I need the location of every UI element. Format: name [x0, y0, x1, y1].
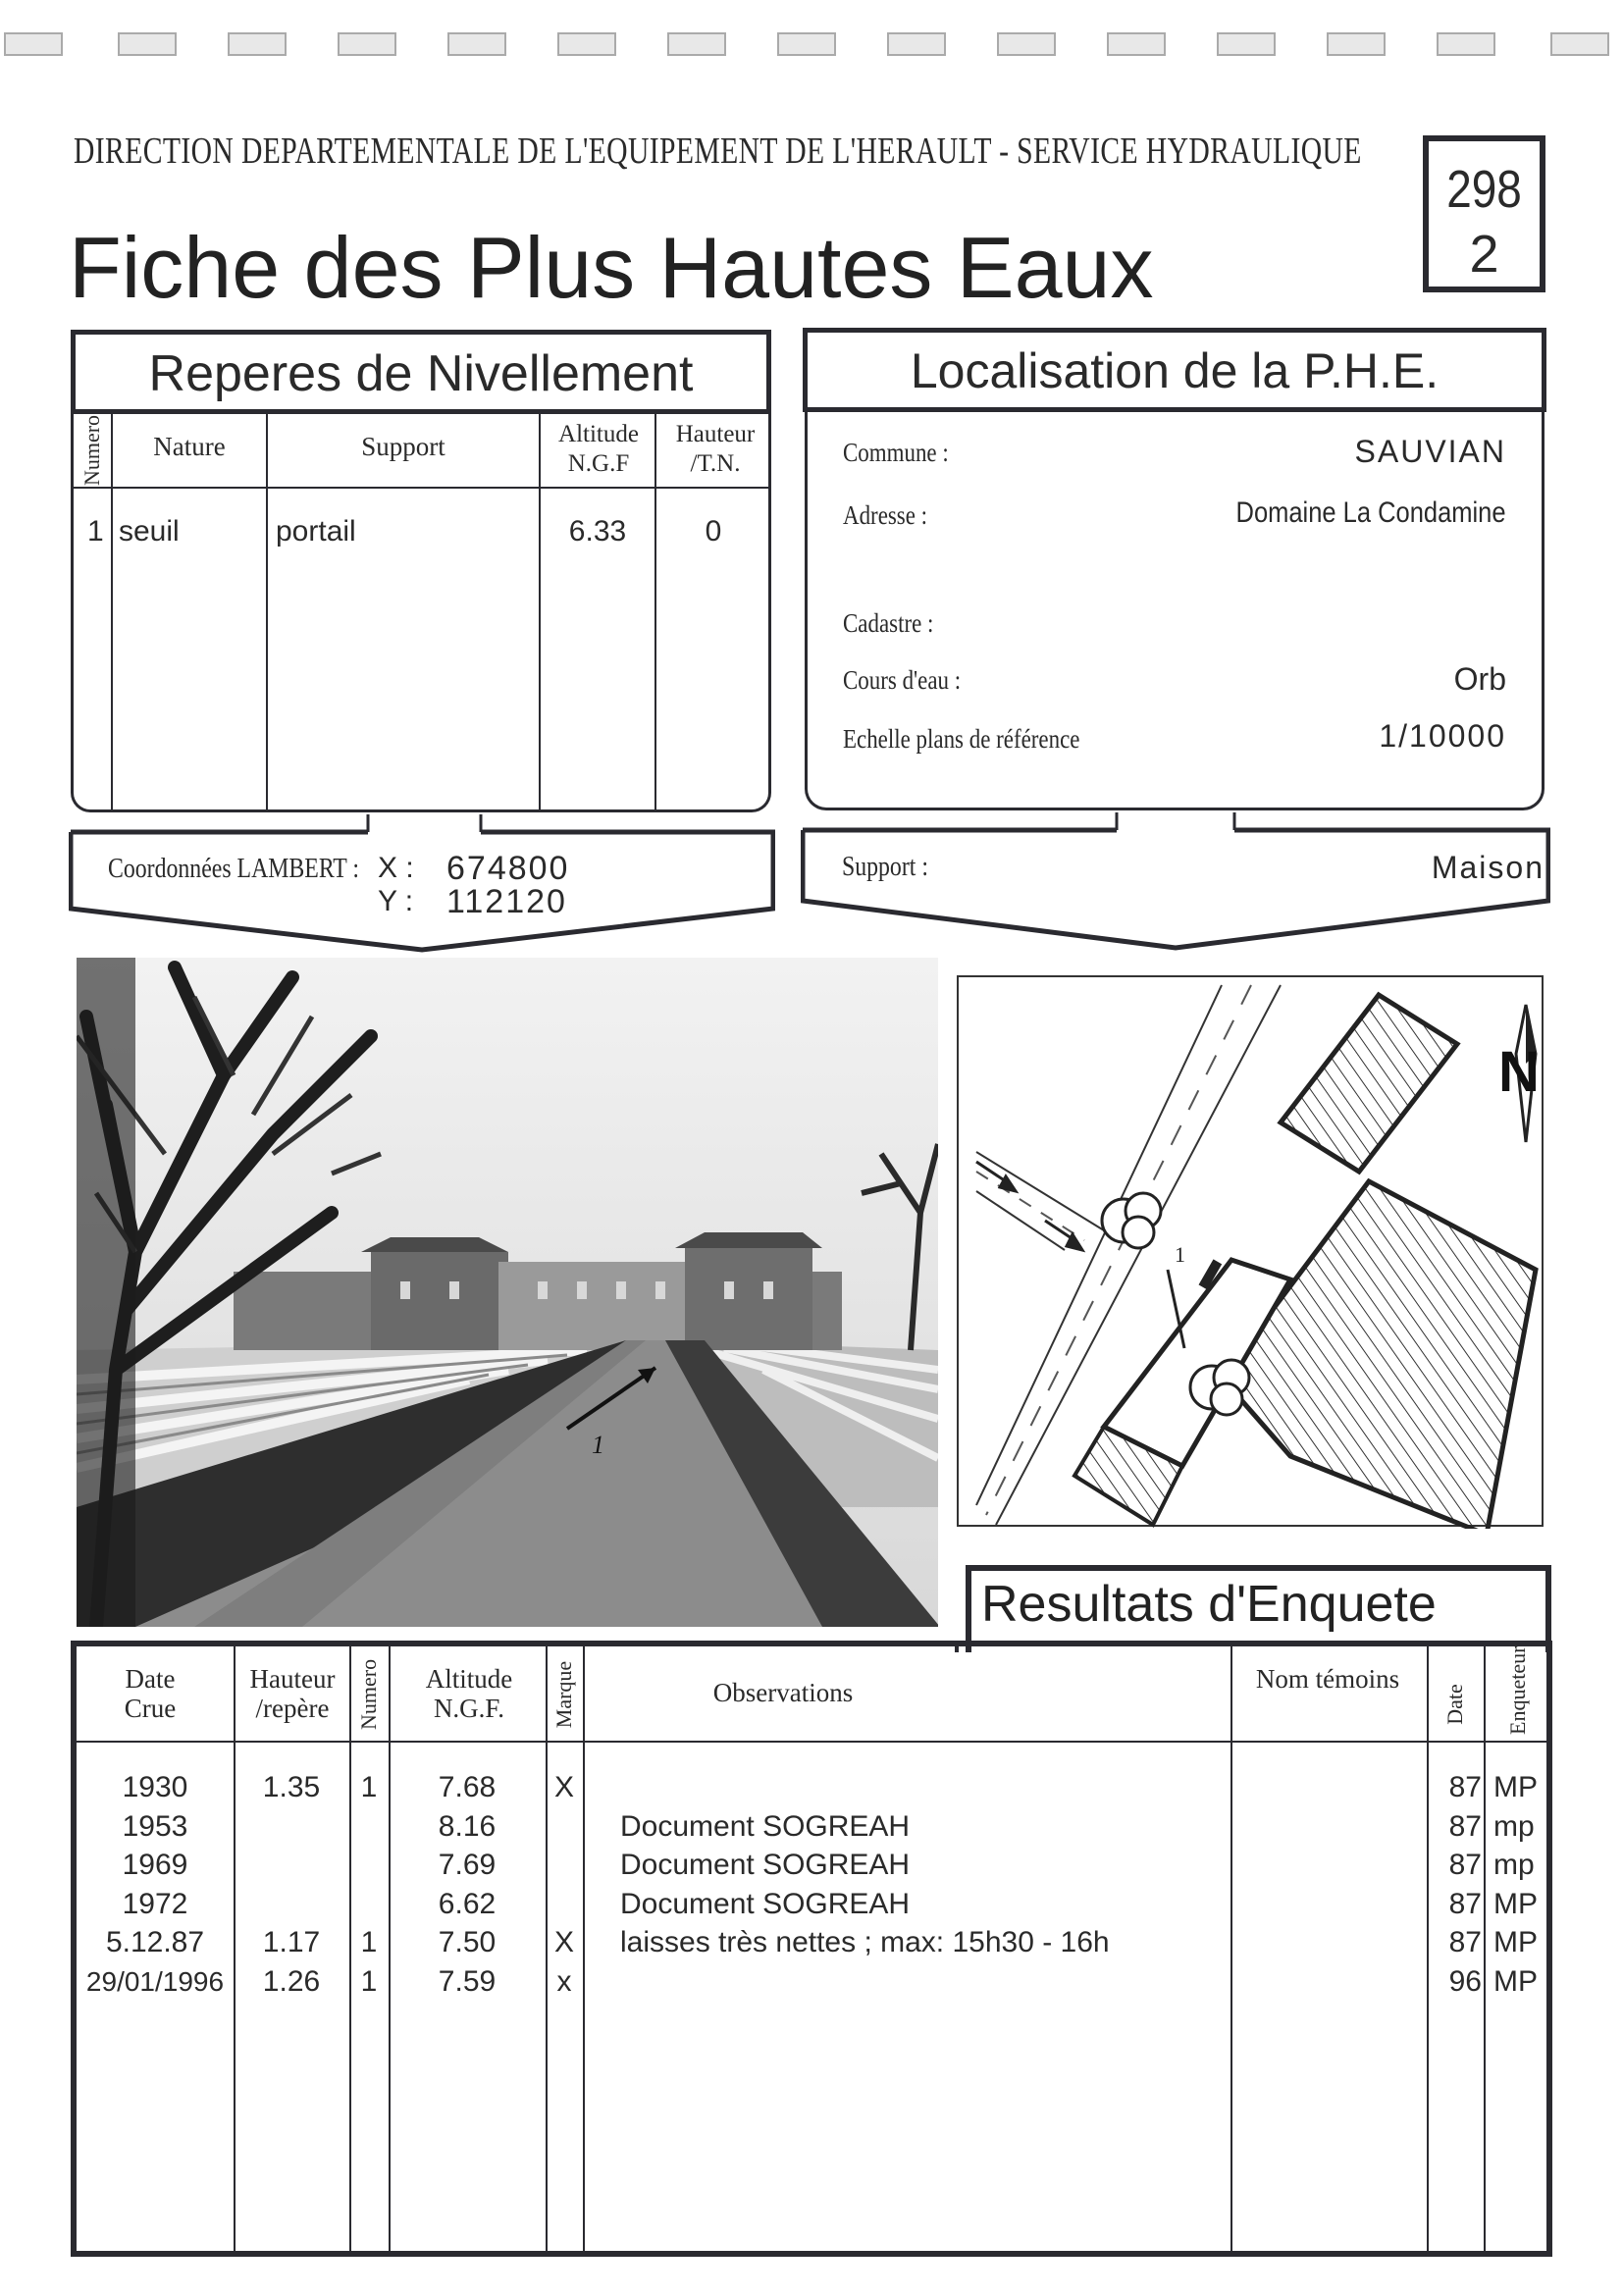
table-row [77, 1807, 1546, 1847]
row-altitude: 6.33 [568, 515, 627, 548]
cell-date: 96 [1448, 1964, 1482, 1998]
localisation-panel [805, 412, 1544, 810]
site-photo [77, 958, 938, 1627]
table-row [77, 1768, 1546, 1807]
cell-hauteur: 1.17 [262, 1926, 321, 1958]
site-plan [957, 975, 1545, 1529]
y-value: 112120 [446, 883, 567, 920]
echelle-label: Echelle plans de référence [843, 724, 1080, 754]
cell-numero: 1 [360, 1926, 378, 1958]
cours-value: Orb [1453, 661, 1506, 697]
table-row [77, 1846, 1546, 1885]
col-altitude: Altitude N.G.F. [425, 1664, 513, 1723]
commune-label: Commune : [843, 438, 949, 467]
cell-altitude: 8.16 [438, 1809, 497, 1843]
table-row [77, 1885, 1546, 1924]
support-value: Maison [1431, 850, 1544, 885]
col-nature: Nature [153, 432, 226, 461]
cell-date: 87 [1448, 1849, 1482, 1881]
table-row [77, 1962, 1546, 2002]
cell-altitude: 6.62 [438, 1887, 497, 1920]
reperes-title-box [71, 330, 771, 414]
localisation-title: Localisation de la P.H.E. [910, 343, 1440, 398]
support-label: Support : [842, 852, 928, 882]
reperes-table [71, 414, 771, 812]
cell-enqueteur: MP [1493, 1926, 1538, 1958]
cell-enqueteur: mp [1493, 1809, 1535, 1843]
row-hauteur: 0 [705, 515, 722, 548]
cell-date-crue: 1969 [122, 1849, 188, 1881]
col-numero: Numero [79, 414, 104, 487]
cell-date-crue: 1972 [122, 1887, 188, 1920]
cell-numero: 1 [360, 1964, 378, 1998]
col-date: Date [1442, 1684, 1467, 1725]
col-date-crue: Date Crue [124, 1664, 177, 1723]
coords-label: Coordonnées LAMBERT : [108, 854, 359, 884]
cell-altitude: 7.68 [438, 1771, 497, 1803]
sheet-number: 298 [1446, 160, 1522, 219]
cell-date-crue: 29/01/1996 [85, 1965, 225, 1997]
cadastre-label: Cadastre : [843, 608, 934, 638]
cell-enqueteur: MP [1493, 1771, 1538, 1803]
cell-enqueteur: mp [1493, 1849, 1535, 1881]
col-hauteur-repere: Hauteur /repère [249, 1664, 336, 1723]
adresse-label: Adresse : [843, 500, 928, 530]
cell-date: 87 [1448, 1887, 1482, 1920]
reperes-title: Reperes de Nivellement [148, 345, 694, 402]
row-numero: 1 [87, 515, 104, 548]
resultats-table [71, 1641, 1552, 2257]
cell-enqueteur: MP [1493, 1964, 1538, 1998]
cell-date-crue: 1930 [122, 1771, 188, 1803]
x-label: X : [378, 852, 414, 884]
cell-hauteur: 1.35 [262, 1771, 321, 1803]
cell-altitude: 7.69 [438, 1849, 497, 1881]
page-title: Fiche des Plus Hautes Eaux [69, 219, 1154, 316]
col-marque: Marque [551, 1660, 576, 1729]
cell-marque: x [556, 1964, 572, 1998]
col-enqueteur: Enqueteur [1505, 1645, 1530, 1735]
x-value: 674800 [446, 850, 570, 887]
cell-observations: Document SOGREAH [620, 1887, 911, 1920]
cell-observations: laisses très nettes ; max: 15h30 - 16h [620, 1926, 1110, 1958]
y-label: Y : [378, 885, 414, 917]
photo-marker: 1 [592, 1431, 604, 1459]
plan-marker: 1 [1175, 1242, 1185, 1267]
cell-observations: Document SOGREAH [620, 1849, 911, 1881]
cell-enqueteur: MP [1493, 1887, 1538, 1920]
cell-date-crue: 5.12.87 [105, 1926, 205, 1958]
cell-altitude: 7.59 [438, 1964, 497, 1998]
localisation-title-box [803, 328, 1546, 412]
resultats-title: Resultats d'Enquete [981, 1576, 1437, 1633]
col-hauteur: Hauteur /T.N. [675, 421, 756, 477]
table-row [77, 1923, 1546, 1962]
adresse-value: Domaine La Condamine [1235, 496, 1506, 529]
col-support: Support [361, 432, 445, 461]
col-altitude: Altitude N.G.F [558, 421, 639, 477]
col-temoins: Nom témoins [1255, 1664, 1400, 1694]
echelle-value: 1/10000 [1379, 718, 1506, 754]
coords-arrow-box [69, 812, 775, 960]
commune-value: SAUVIAN [1354, 434, 1506, 469]
sheet-sub: 2 [1469, 225, 1499, 284]
cell-date: 87 [1448, 1809, 1482, 1843]
row-support: portail [276, 515, 356, 548]
cell-marque: X [553, 1771, 574, 1803]
cell-date: 87 [1448, 1771, 1482, 1803]
cell-numero: 1 [360, 1771, 378, 1803]
sheet-number-box [1423, 135, 1545, 292]
row-nature: seuil [119, 515, 180, 548]
organisation-header: DIRECTION DEPARTEMENTALE DE L'EQUIPEMENT DE L'HERAULT - SERVICE HYDRAULIQUE [74, 130, 1362, 172]
cell-marque: X [553, 1926, 574, 1958]
col-observations: Observations [712, 1678, 854, 1707]
cell-observations: Document SOGREAH [620, 1809, 911, 1843]
col-numero: Numero [356, 1658, 381, 1730]
cell-date-crue: 1953 [122, 1809, 188, 1843]
north-label: N [1498, 1040, 1540, 1104]
cell-altitude: 7.50 [438, 1926, 497, 1958]
cell-hauteur: 1.26 [262, 1964, 321, 1998]
cours-label: Cours d'eau : [843, 665, 962, 695]
cell-date: 87 [1448, 1926, 1482, 1958]
